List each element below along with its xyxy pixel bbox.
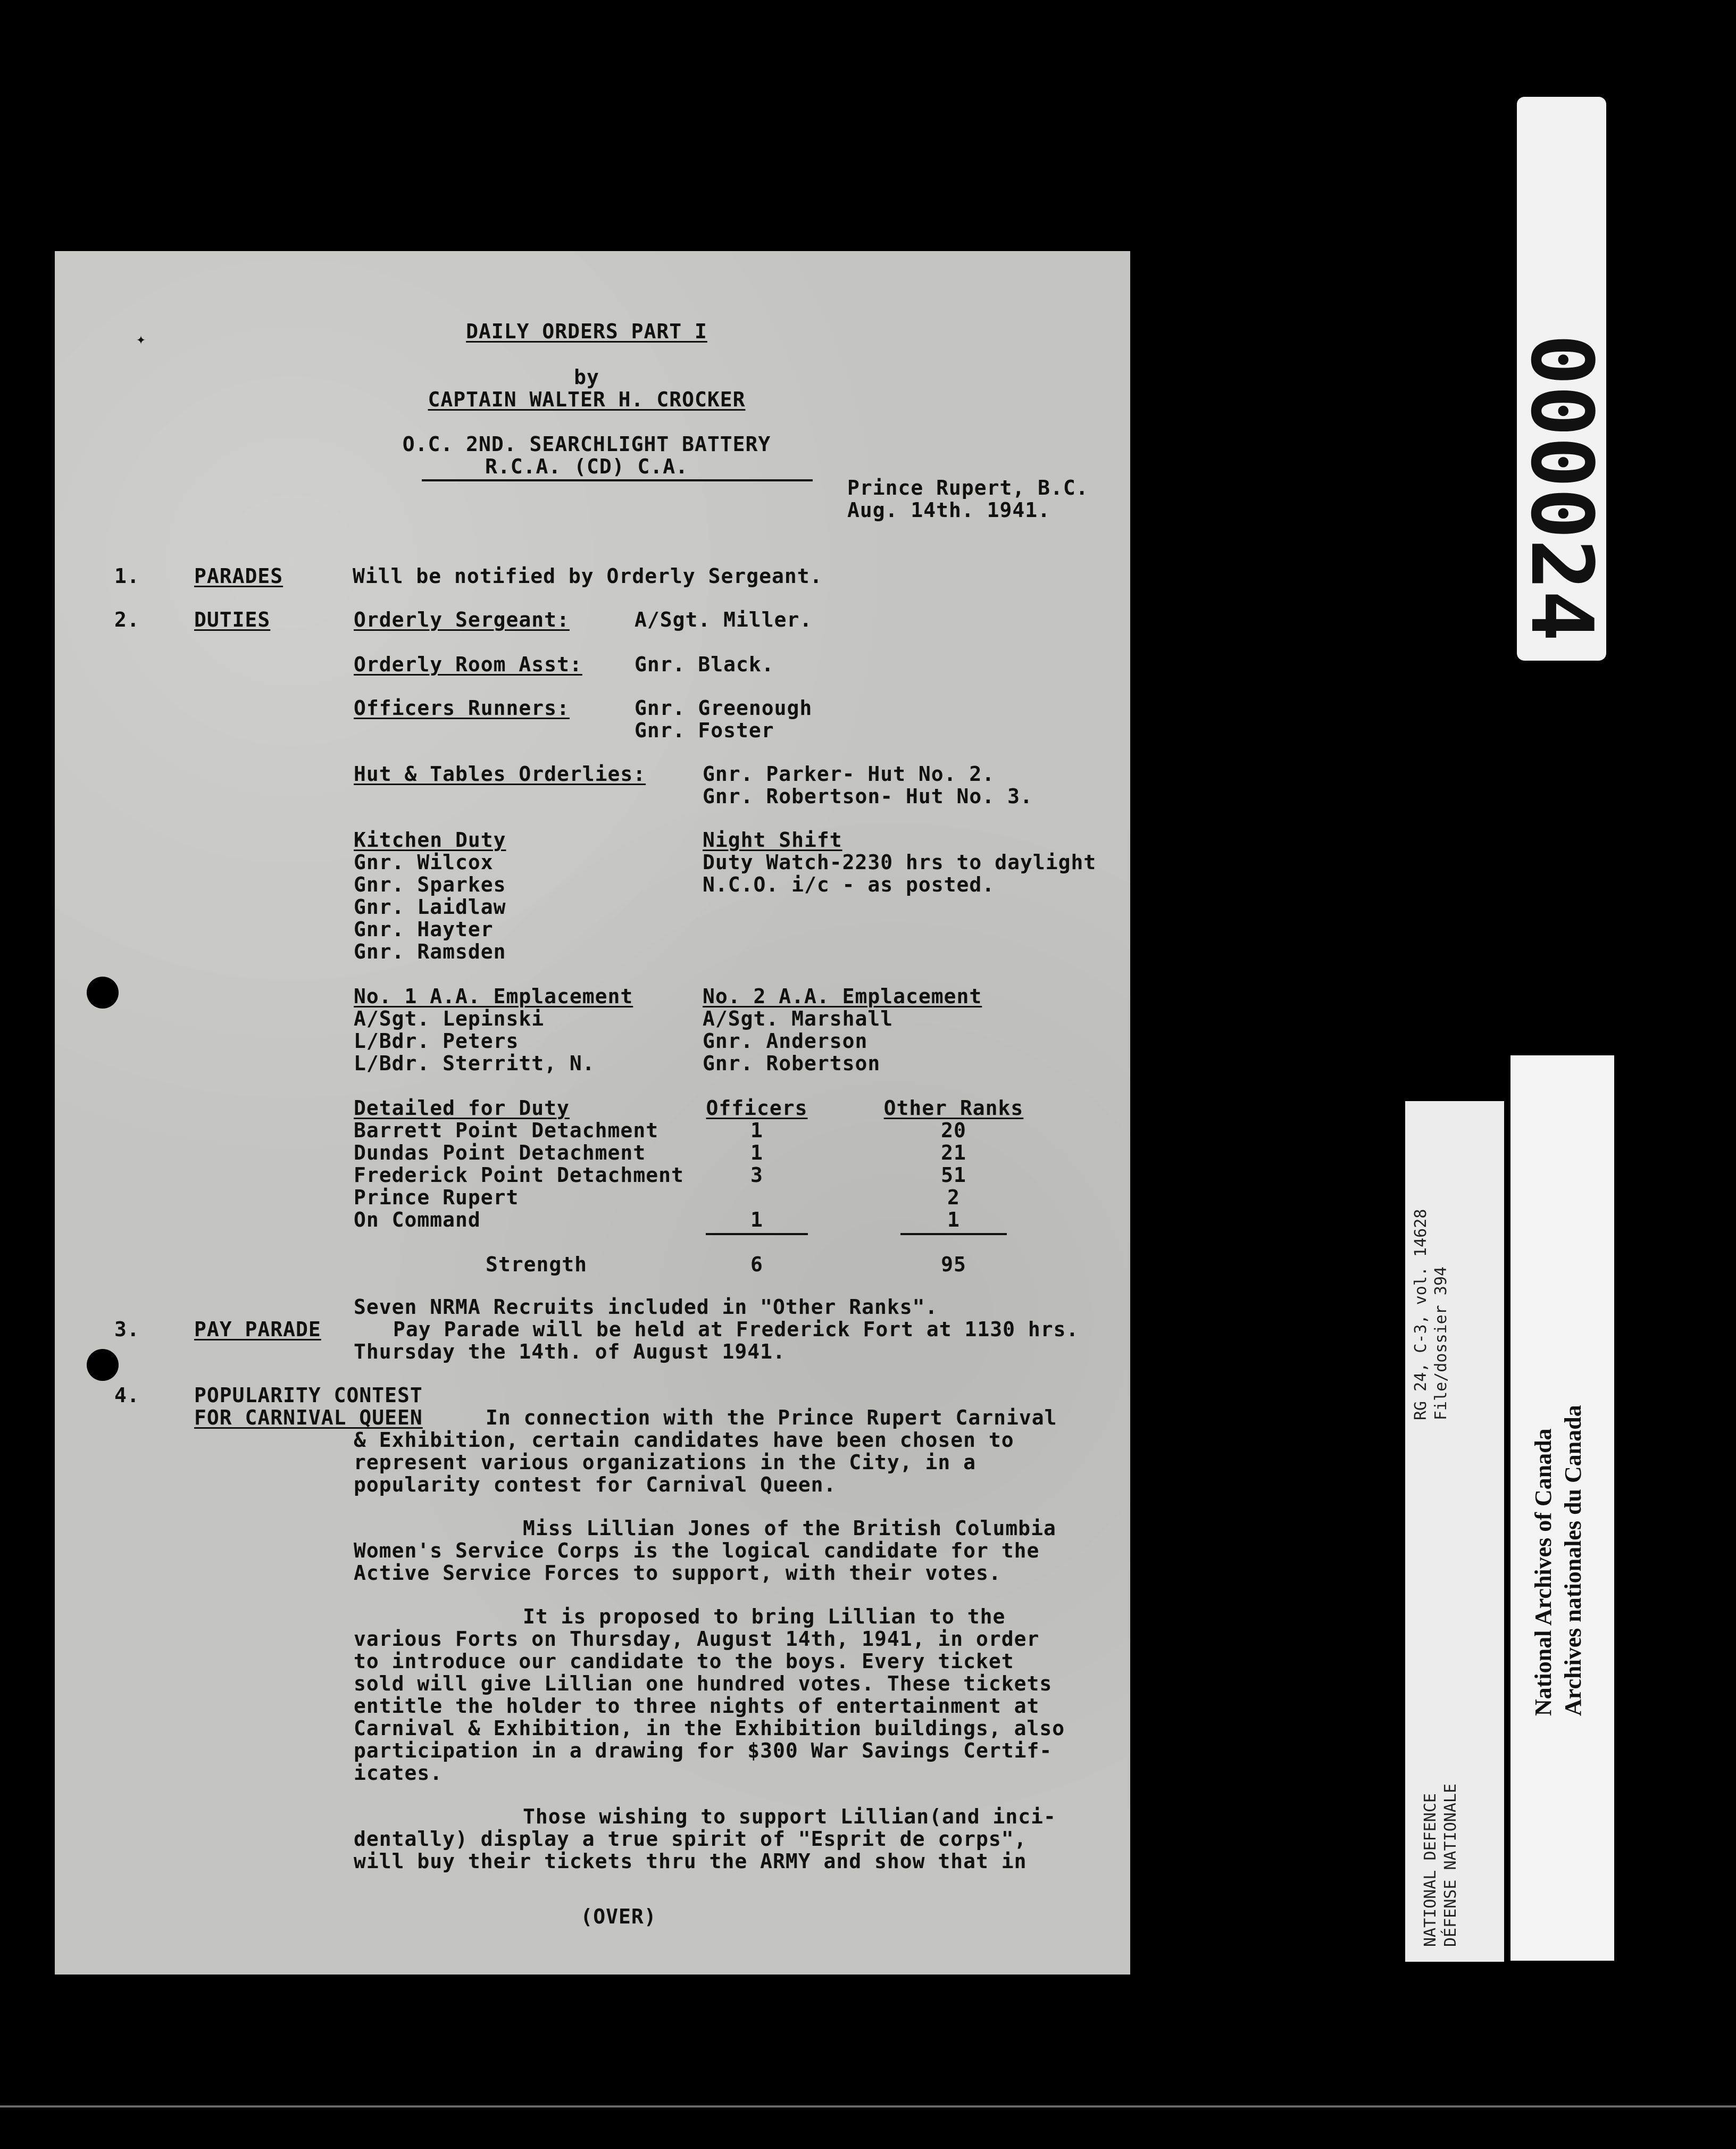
pay-parade-line: Thursday the 14th. of August 1941. xyxy=(354,1340,786,1363)
archive-stamp-number xyxy=(1512,97,1612,661)
contest-text: & Exhibition, certain candidates have been chosen to xyxy=(354,1428,1014,1452)
stamp-number-text: 000024 xyxy=(1512,334,1612,642)
contest-text: to introduce our candidate to the boys. Every ticket xyxy=(354,1650,1014,1673)
table-cell: 1 xyxy=(750,1141,763,1164)
table-header: Officers xyxy=(706,1096,808,1120)
contest-text: Miss Lillian Jones of the British Columbia xyxy=(523,1517,1056,1540)
kitchen-duty-name: Gnr. Ramsden xyxy=(354,940,506,963)
contest-text: participation in a drawing for $300 War Savings Certif- xyxy=(354,1739,1053,1762)
table-cell: 2 xyxy=(947,1186,960,1209)
kitchen-duty-heading: Kitchen Duty xyxy=(354,828,506,852)
item-number: 1. xyxy=(114,564,140,588)
night-shift-line: Duty Watch-2230 hrs to daylight xyxy=(703,851,1097,874)
orderly-room-value: Gnr. Black. xyxy=(635,653,774,676)
orderly-sergeant-label: Orderly Sergeant: xyxy=(354,608,570,631)
aa2-heading: No. 2 A.A. Emplacement xyxy=(703,985,982,1008)
aa1-name: L/Bdr. Sterritt, N. xyxy=(354,1052,595,1075)
pay-parade-heading: PAY PARADE xyxy=(194,1318,321,1341)
contest-text: will buy their tickets thru the ARMY and show that in xyxy=(354,1850,1027,1873)
department-line: DÉFENSE NATIONALE xyxy=(1441,1783,1460,1947)
aa1-name: L/Bdr. Peters xyxy=(354,1029,519,1053)
punch-hole xyxy=(87,977,119,1009)
unit-line-2: R.C.A. (CD) C.A. xyxy=(485,455,689,478)
table-header: Other Ranks xyxy=(883,1096,1024,1120)
night-shift-line: N.C.O. i/c - as posted. xyxy=(703,873,995,896)
kitchen-duty-name: Gnr. Wilcox xyxy=(354,851,494,874)
pay-parade-line: Pay Parade will be held at Frederick Fort at 1130 hrs. xyxy=(393,1318,1079,1341)
contest-text: Women's Service Corps is the logical candidate for the xyxy=(354,1539,1040,1562)
document-date: Aug. 14th. 1941. xyxy=(847,498,1051,522)
contest-text: It is proposed to bring Lillian to the xyxy=(523,1605,1006,1628)
by-line: by xyxy=(574,365,599,389)
table-row-label: Frederick Point Detachment xyxy=(354,1163,684,1187)
strength-officers: 6 xyxy=(750,1253,763,1276)
aa1-name: A/Sgt. Lepinski xyxy=(354,1007,545,1030)
table-row-label: Dundas Point Detachment xyxy=(354,1141,646,1164)
item-number: 2. xyxy=(114,608,140,631)
kitchen-duty-name: Gnr. Laidlaw xyxy=(354,895,506,919)
unit-line-1: O.C. 2ND. SEARCHLIGHT BATTERY xyxy=(402,432,771,456)
contest-text: popularity contest for Carnival Queen. xyxy=(354,1473,837,1496)
table-header: Detailed for Duty xyxy=(354,1096,570,1120)
aa1-heading: No. 1 A.A. Emplacement xyxy=(354,985,633,1008)
table-cell: 1 xyxy=(947,1208,960,1231)
aa2-name: Gnr. Anderson xyxy=(703,1029,868,1053)
table-row-label: Barrett Point Detachment xyxy=(354,1119,659,1142)
author-name: CAPTAIN WALTER H. CROCKER xyxy=(428,388,746,411)
hut-orderlies-label: Hut & Tables Orderlies: xyxy=(354,762,646,786)
total-rule xyxy=(706,1233,808,1235)
table-row-label: Prince Rupert xyxy=(354,1186,519,1209)
item-number: 4. xyxy=(114,1384,140,1407)
contest-text: represent various organizations in the City, in a xyxy=(354,1451,976,1474)
contest-text: Those wishing to support Lillian(and inci- xyxy=(523,1805,1056,1828)
strength-other-ranks: 95 xyxy=(941,1253,966,1276)
contest-heading-line1: POPULARITY CONTEST xyxy=(194,1384,423,1407)
contest-text: Carnival & Exhibition, in the Exhibition buildings, also xyxy=(354,1717,1065,1740)
over-note: (OVER) xyxy=(580,1905,657,1928)
archive-reference-label xyxy=(1405,1101,1504,1962)
parades-heading: PARADES xyxy=(194,564,283,588)
table-cell: 3 xyxy=(750,1163,763,1187)
contest-text: entitle the holder to three nights of entertainment at xyxy=(354,1694,1040,1718)
orderly-sergeant-value: A/Sgt. Miller. xyxy=(635,608,813,631)
archives-en: National Archives of Canada xyxy=(1530,1428,1556,1716)
item-number: 3. xyxy=(114,1318,140,1341)
night-shift-heading: Night Shift xyxy=(703,828,842,852)
runners-label: Officers Runners: xyxy=(354,696,570,720)
archives-canada-label xyxy=(1510,1055,1614,1961)
duties-heading: DUTIES xyxy=(194,608,271,631)
contest-heading-line2: FOR CARNIVAL QUEEN xyxy=(194,1406,423,1429)
strength-note: Seven NRMA Recruits included in "Other Ranks". xyxy=(354,1295,938,1319)
total-rule xyxy=(900,1233,1007,1235)
aa2-name: A/Sgt. Marshall xyxy=(703,1007,894,1030)
aa2-name: Gnr. Robertson xyxy=(703,1052,881,1075)
table-row-label: On Command xyxy=(354,1208,481,1231)
contest-text: icates. xyxy=(354,1761,443,1785)
table-cell: 51 xyxy=(941,1163,966,1187)
hut-orderlies-value: Gnr. Parker- Hut No. 2. xyxy=(703,762,995,786)
kitchen-duty-name: Gnr. Hayter xyxy=(354,918,494,941)
table-cell: 20 xyxy=(941,1119,966,1142)
runners-value: Gnr. Greenough xyxy=(635,696,813,720)
orderly-room-label: Orderly Room Asst: xyxy=(354,653,582,676)
hut-orderlies-value: Gnr. Robertson- Hut No. 3. xyxy=(703,785,1033,808)
document-title: DAILY ORDERS PART I xyxy=(466,320,707,343)
table-cell: 1 xyxy=(750,1119,763,1142)
contest-text: dentally) display a true spirit of "Esprit de corps", xyxy=(354,1827,1027,1851)
bottom-divider xyxy=(0,2105,1736,2108)
document-page xyxy=(55,251,1130,1975)
punch-mark: ✦ xyxy=(136,330,146,348)
header-rule xyxy=(422,479,813,481)
contest-text: sold will give Lillian one hundred votes. These tickets xyxy=(354,1672,1053,1695)
contest-text: Active Service Forces to support, with their votes. xyxy=(354,1561,1001,1585)
table-cell: 21 xyxy=(941,1141,966,1164)
runners-value: Gnr. Foster xyxy=(635,719,774,742)
contest-text: In connection with the Prince Rupert Carnival xyxy=(486,1406,1057,1429)
table-cell: 1 xyxy=(750,1208,763,1231)
contest-text: various Forts on Thursday, August 14th, 1941, in order xyxy=(354,1627,1040,1651)
strength-label: Strength xyxy=(486,1253,588,1276)
reference-line: RG 24, C-3, vol. 14628 xyxy=(1412,1209,1430,1420)
department-line: NATIONAL DEFENCE xyxy=(1421,1793,1440,1947)
reference-line: File/dossier 394 xyxy=(1432,1267,1450,1420)
archives-fr: Archives nationales du Canada xyxy=(1560,1405,1586,1716)
kitchen-duty-name: Gnr. Sparkes xyxy=(354,873,506,896)
place: Prince Rupert, B.C. xyxy=(847,476,1089,499)
punch-hole xyxy=(87,1349,119,1381)
parades-text: Will be notified by Orderly Sergeant. xyxy=(353,564,823,588)
